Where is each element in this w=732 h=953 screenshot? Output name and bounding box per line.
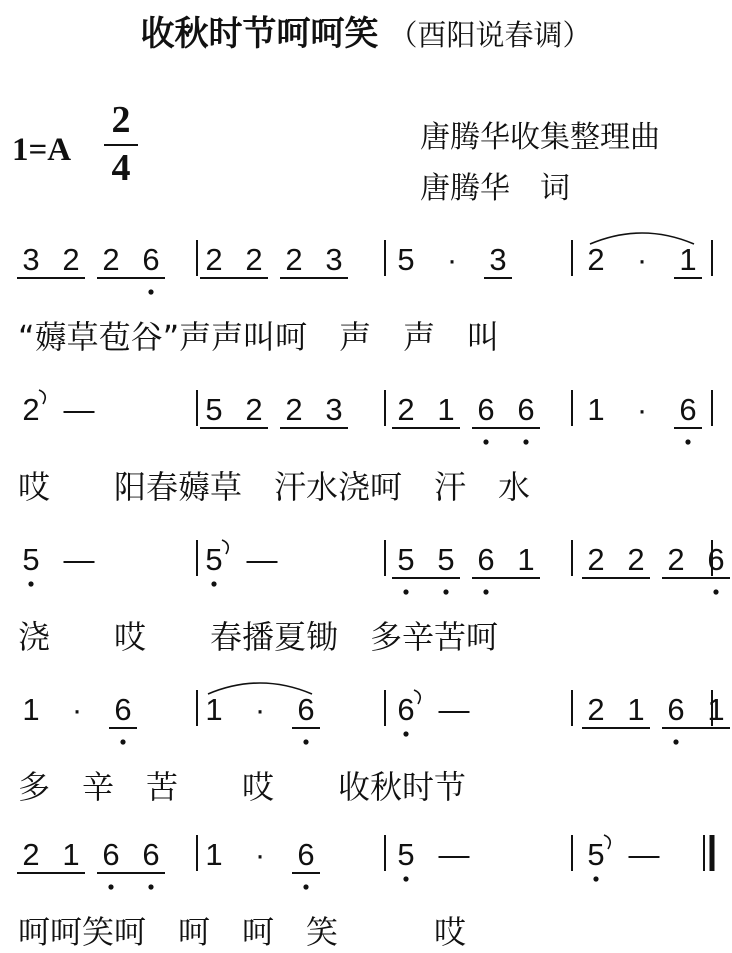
- low-octave-dot: [713, 589, 718, 594]
- note-2: 2: [397, 392, 415, 427]
- note-2: 2: [285, 242, 303, 277]
- note-6: 6: [142, 837, 160, 872]
- note-6: 6: [142, 242, 160, 277]
- note-2: 2: [627, 542, 645, 577]
- note-2: 2: [205, 242, 223, 277]
- low-octave-dot: [483, 589, 488, 594]
- note-2: 2: [62, 242, 80, 277]
- dash-note: —: [438, 837, 470, 872]
- note-1: 1: [627, 692, 645, 727]
- low-octave-dot: [148, 289, 153, 294]
- note-6: 6: [667, 692, 685, 727]
- low-octave-dot: [685, 439, 690, 444]
- lyrics-line: 多 辛 苦 哎 收秋时节: [18, 768, 467, 806]
- breath-mark: [222, 540, 228, 554]
- note-2: 2: [587, 542, 605, 577]
- note-6: 6: [517, 392, 535, 427]
- low-octave-dot: [443, 589, 448, 594]
- note-1: 1: [22, 692, 40, 727]
- note-2: 2: [245, 242, 263, 277]
- note-5: 5: [205, 542, 223, 577]
- note-1: 1: [205, 692, 223, 727]
- low-octave-dot: [303, 884, 308, 889]
- credit-lyricist: 唐腾华 词: [420, 171, 570, 206]
- dot-note: ·: [446, 242, 458, 277]
- note-5: 5: [397, 542, 415, 577]
- lyrics-line: 呵呵笑呵 呵 呵 笑 哎: [18, 913, 467, 951]
- low-octave-dot: [593, 876, 598, 881]
- lyrics-line: 哎 阳春薅草 汗水浇呵 汗 水: [18, 468, 531, 506]
- song-subtitle: （酉阳说春调）: [388, 18, 592, 52]
- note-2: 2: [22, 392, 40, 427]
- low-octave-dot: [120, 739, 125, 744]
- note-5: 5: [397, 837, 415, 872]
- low-octave-dot: [403, 589, 408, 594]
- note-6: 6: [297, 692, 315, 727]
- time-signature-bottom: 4: [111, 147, 131, 189]
- note-2: 2: [587, 692, 605, 727]
- dash-note: —: [63, 392, 95, 427]
- low-octave-dot: [673, 739, 678, 744]
- note-2: 2: [245, 392, 263, 427]
- note-2: 2: [587, 242, 605, 277]
- low-octave-dot: [403, 876, 408, 881]
- note-5: 5: [437, 542, 455, 577]
- note-1: 1: [205, 837, 223, 872]
- note-6: 6: [679, 392, 697, 427]
- dot-note: ·: [636, 242, 648, 277]
- note-1: 1: [679, 242, 697, 277]
- low-octave-dot: [403, 731, 408, 736]
- low-octave-dot: [483, 439, 488, 444]
- note-2: 2: [22, 837, 40, 872]
- low-octave-dot: [148, 884, 153, 889]
- dot-note: ·: [71, 692, 83, 727]
- note-2: 2: [285, 392, 303, 427]
- key-signature: 1=A: [12, 132, 72, 168]
- dash-note: —: [63, 542, 95, 577]
- dash-note: —: [628, 837, 660, 872]
- low-octave-dot: [108, 884, 113, 889]
- note-5: 5: [22, 542, 40, 577]
- note-6: 6: [397, 692, 415, 727]
- note-6: 6: [477, 542, 495, 577]
- credit-composer: 唐腾华收集整理曲: [420, 120, 660, 155]
- low-octave-dot: [303, 739, 308, 744]
- low-octave-dot: [211, 581, 216, 586]
- note-6: 6: [114, 692, 132, 727]
- low-octave-dot: [28, 581, 33, 586]
- note-1: 1: [587, 392, 605, 427]
- lyrics-line: “薅草苞谷”声声叫呵 声 声 叫: [18, 318, 500, 356]
- note-6: 6: [707, 542, 725, 577]
- note-3: 3: [325, 242, 343, 277]
- note-6: 6: [297, 837, 315, 872]
- dot-note: ·: [636, 392, 648, 427]
- song-title: 收秋时节呵呵笑: [140, 14, 379, 54]
- note-1: 1: [437, 392, 455, 427]
- note-3: 3: [325, 392, 343, 427]
- note-6: 6: [477, 392, 495, 427]
- dash-note: —: [438, 692, 470, 727]
- note-1: 1: [517, 542, 535, 577]
- note-1: 1: [707, 692, 725, 727]
- note-5: 5: [205, 392, 223, 427]
- time-signature-top: 2: [111, 99, 131, 141]
- breath-mark: [414, 690, 420, 704]
- note-5: 5: [397, 242, 415, 277]
- note-5: 5: [587, 837, 605, 872]
- note-3: 3: [489, 242, 507, 277]
- breath-mark: [39, 390, 45, 404]
- lyrics-line: 浇 哎 春播夏锄 多辛苦呵: [18, 618, 499, 656]
- dot-note: ·: [254, 692, 266, 727]
- dash-note: —: [246, 542, 278, 577]
- note-2: 2: [667, 542, 685, 577]
- note-3: 3: [22, 242, 40, 277]
- breath-mark: [604, 835, 610, 849]
- note-2: 2: [102, 242, 120, 277]
- dot-note: ·: [254, 837, 266, 872]
- note-6: 6: [102, 837, 120, 872]
- low-octave-dot: [523, 439, 528, 444]
- note-1: 1: [62, 837, 80, 872]
